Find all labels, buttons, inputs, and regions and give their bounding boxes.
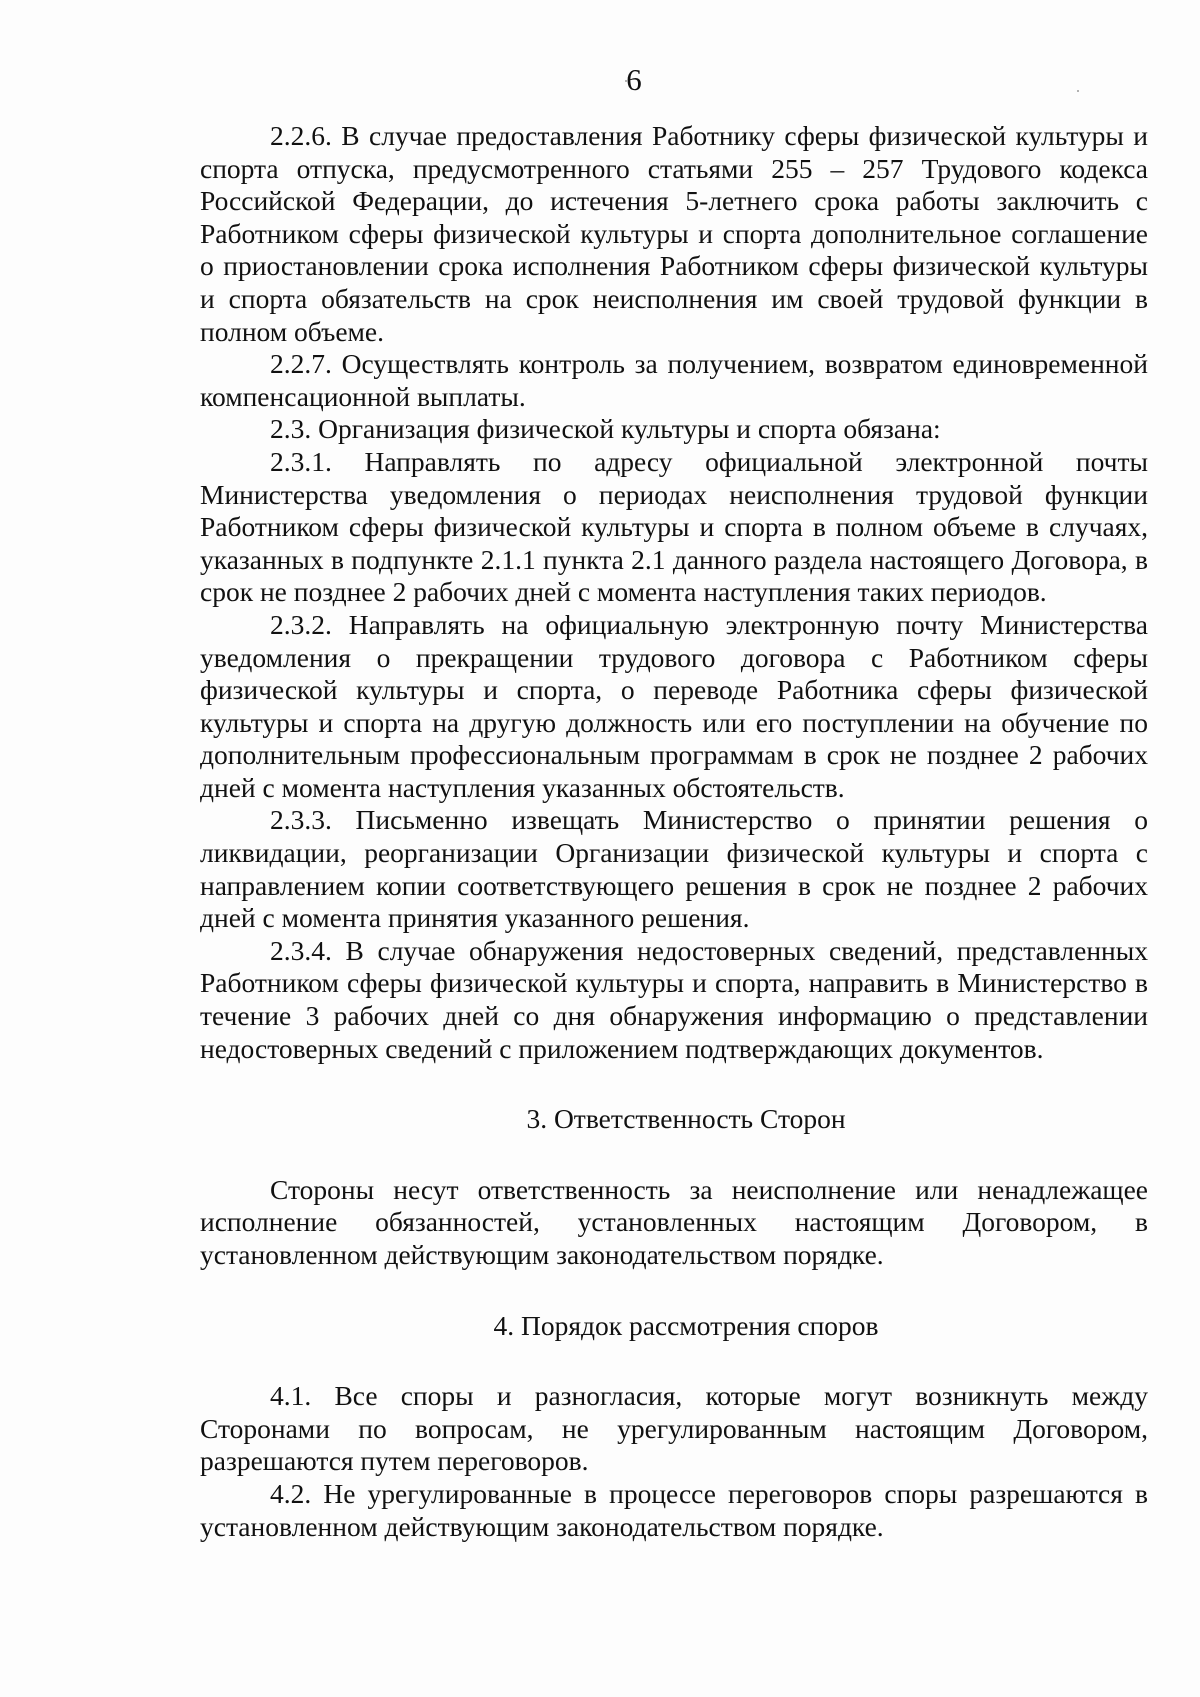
spacer [200,1136,1148,1174]
paragraph-2-2-7: 2.2.7. Осуществлять контроль за получением, возвратом единовременной компенсационной выплаты. [200,348,1148,412]
paragraph-2-3-3: 2.3.3. Письменно извещать Министерство о принятии решения о ликвидации, реорганизации Организации физической культуры и спорта с направлением копии соответствующего решения в срок не позднее 2 рабочих дней с момента принятия указанного решения. [200,804,1148,934]
section-4-heading: 4. Порядок рассмотрения споров [493,1309,879,1341]
spacer [200,1272,1148,1310]
paragraph-3-1: Стороны несут ответственность за неисполнение или ненадлежащее исполнение обязанностей, установленных настоящим Договором, в установленном действующим законодательством порядке. [200,1173,1148,1270]
paragraph-4-2: 4.2. Не урегулированные в процессе переговоров споры разрешаются в установленном действующим законодательством порядке. [200,1477,1148,1542]
paragraph-4-1: 4.1. Все споры и разногласия, которые могут возникнуть между Сторонами по вопросам, не урегулированным настоящим Договором, разрешаются путем переговоров. [200,1380,1148,1477]
paragraph-2-3: 2.3. Организация физической культуры и спорта обязана: [270,413,941,445]
spacer [200,1065,1148,1103]
paragraph-2-3-2: 2.3.2. Направлять на официальную электронную почту Министерства уведомления о прекращении трудового договора с Работником сферы физической культуры и спорта, о переводе Работника сферы физической культуры и спорта на другую должность или его поступлении на обучение по дополнительным профессиональным программам в срок не позднее 2 рабочих дней с момента наступления указанных обстоятельств. [200,608,1148,803]
page-number: 6 [626,62,642,97]
section-3-heading: 3. Ответственность Сторон [526,1103,846,1135]
paragraph-2-2-6: 2.2.6. В случае предоставления Работнику сферы физической культуры и спорта отпуска, предусмотренного статьями 255 – 257 Трудового кодекса Российской Федерации, до истечения 5-летнего срока работы заключить с Работником сферы физической культуры и спорта дополнительное соглашение о приостановлении срока исполнения Работником сферы физической культуры и спорта обязательств на срок неисполнения им своей трудовой функции в полном объеме. [200,120,1148,347]
document-body [200,120,1148,1543]
spacer [200,1342,1148,1380]
paragraph-2-3-1: 2.3.1. Направлять по адресу официальной электронной почты Министерства уведомления о периодах неисполнения трудовой функции Работником сферы физической культуры и спорта в полном объеме в случаях, указанных в подпункте 2.1.1 пункта 2.1 данного раздела настоящего Договора, в срок не позднее 2 рабочих дней с момента наступления таких периодов. [200,445,1148,608]
paragraph-2-3-4: 2.3.4. В случае обнаружения недостоверных сведений, представленных Работником сферы физической культуры и спорта, направить в Министерство в течение 3 рабочих дней со дня обнаружения информацию о представлении недостоверных сведений с приложением подтверждающих документов. [200,934,1148,1064]
